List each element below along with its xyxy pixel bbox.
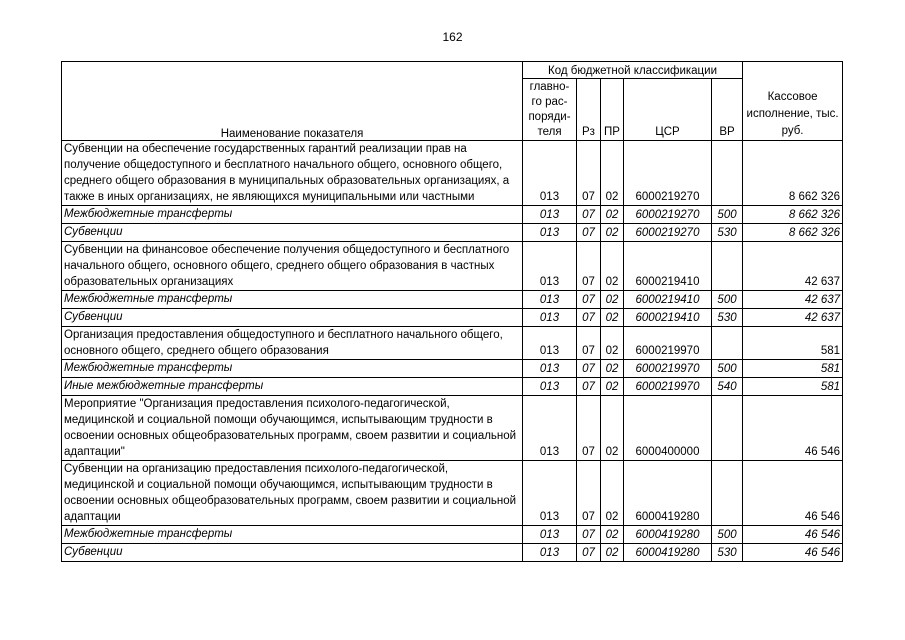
row-glavn-cell: 013 xyxy=(523,544,577,562)
vr-column-header: ВР xyxy=(712,79,743,141)
row-glavn-cell: 013 xyxy=(523,396,577,461)
row-csr-cell: 6000400000 xyxy=(624,396,712,461)
row-pr-cell: 02 xyxy=(601,378,624,396)
row-rz-cell: 07 xyxy=(577,461,601,526)
row-pr-cell: 02 xyxy=(601,526,624,544)
row-rz-cell: 07 xyxy=(577,291,601,309)
row-glavn-cell: 013 xyxy=(523,206,577,224)
row-glavn-cell: 013 xyxy=(523,242,577,291)
row-pr-cell: 02 xyxy=(601,360,624,378)
table-row xyxy=(62,224,843,242)
table-row xyxy=(62,461,843,526)
row-value-cell: 46 546 xyxy=(743,396,843,461)
row-vr-cell: 500 xyxy=(712,360,743,378)
row-value-cell: 46 546 xyxy=(743,461,843,526)
row-pr-cell: 02 xyxy=(601,461,624,526)
row-pr-cell: 02 xyxy=(601,242,624,291)
row-rz-cell: 07 xyxy=(577,141,601,206)
row-name-cell: Субвенции на финансовое обеспечение получения общедоступного и бесплатного начального общего, основного общего, среднего общего образования в частных образовательных организациях xyxy=(62,242,523,291)
row-vr-cell xyxy=(712,141,743,206)
row-vr-cell: 500 xyxy=(712,206,743,224)
csr-column-header: ЦСР xyxy=(624,79,712,141)
row-name-cell: Субвенции на организацию предоставления психолого-педагогической, медицинской и социальной помощи обучающимся, испытывающим трудности в освоении основных общеобразовательных программ, своем развитии и социальной адаптации xyxy=(62,461,523,526)
row-vr-cell: 530 xyxy=(712,309,743,327)
pr-column-header: ПР xyxy=(601,79,624,141)
row-name-cell: Межбюджетные трансферты xyxy=(62,526,523,544)
table-row xyxy=(62,141,843,206)
row-name-cell: Субвенции xyxy=(62,544,523,562)
row-glavn-cell: 013 xyxy=(523,141,577,206)
table-row xyxy=(62,309,843,327)
row-name-cell: Организация предоставления общедоступного и бесплатного начального общего, основного общего, среднего общего образования xyxy=(62,327,523,360)
row-value-cell: 8 662 326 xyxy=(743,141,843,206)
rz-column-header: Рз xyxy=(577,79,601,141)
row-vr-cell xyxy=(712,242,743,291)
row-glavn-cell: 013 xyxy=(523,461,577,526)
row-pr-cell: 02 xyxy=(601,141,624,206)
row-rz-cell: 07 xyxy=(577,360,601,378)
row-pr-cell: 02 xyxy=(601,544,624,562)
row-rz-cell: 07 xyxy=(577,396,601,461)
row-name-cell: Субвенции xyxy=(62,224,523,242)
row-glavn-cell: 013 xyxy=(523,360,577,378)
row-pr-cell: 02 xyxy=(601,309,624,327)
row-csr-cell: 6000419280 xyxy=(624,544,712,562)
table-row xyxy=(62,526,843,544)
row-vr-cell: 530 xyxy=(712,224,743,242)
row-csr-cell: 6000219410 xyxy=(624,309,712,327)
table-row xyxy=(62,396,843,461)
row-value-cell: 8 662 326 xyxy=(743,206,843,224)
row-pr-cell: 02 xyxy=(601,396,624,461)
row-rz-cell: 07 xyxy=(577,206,601,224)
row-vr-cell: 540 xyxy=(712,378,743,396)
row-pr-cell: 02 xyxy=(601,327,624,360)
row-rz-cell: 07 xyxy=(577,544,601,562)
name-column-header: Наименование показателя xyxy=(62,62,523,141)
row-value-cell: 46 546 xyxy=(743,526,843,544)
row-name-cell: Межбюджетные трансферты xyxy=(62,206,523,224)
header-row-top xyxy=(62,62,843,79)
row-rz-cell: 07 xyxy=(577,309,601,327)
row-vr-cell xyxy=(712,327,743,360)
budget-table xyxy=(61,61,843,562)
table-row xyxy=(62,327,843,360)
row-value-cell: 42 637 xyxy=(743,242,843,291)
row-rz-cell: 07 xyxy=(577,526,601,544)
row-name-cell: Иные межбюджетные трансферты xyxy=(62,378,523,396)
row-value-cell: 46 546 xyxy=(743,544,843,562)
row-value-cell: 42 637 xyxy=(743,291,843,309)
row-glavn-cell: 013 xyxy=(523,378,577,396)
table-row xyxy=(62,360,843,378)
row-pr-cell: 02 xyxy=(601,291,624,309)
kassa-column-header: Кассовое исполнение, тыс. руб. xyxy=(743,62,843,141)
row-csr-cell: 6000419280 xyxy=(624,461,712,526)
table-row xyxy=(62,206,843,224)
row-pr-cell: 02 xyxy=(601,206,624,224)
row-pr-cell: 02 xyxy=(601,224,624,242)
table-body xyxy=(62,141,843,562)
row-glavn-cell: 013 xyxy=(523,224,577,242)
table-row xyxy=(62,544,843,562)
row-csr-cell: 6000219270 xyxy=(624,206,712,224)
row-name-cell: Субвенции xyxy=(62,309,523,327)
row-rz-cell: 07 xyxy=(577,327,601,360)
glavn-column-header: главно-го рас-поряди-теля xyxy=(523,79,577,141)
row-rz-cell: 07 xyxy=(577,224,601,242)
row-name-cell: Межбюджетные трансферты xyxy=(62,360,523,378)
table-row xyxy=(62,378,843,396)
row-rz-cell: 07 xyxy=(577,378,601,396)
table-row xyxy=(62,242,843,291)
row-value-cell: 581 xyxy=(743,378,843,396)
row-value-cell: 42 637 xyxy=(743,309,843,327)
kbk-column-header: Код бюджетной классификации xyxy=(523,62,743,79)
row-vr-cell xyxy=(712,396,743,461)
row-glavn-cell: 013 xyxy=(523,309,577,327)
row-vr-cell: 500 xyxy=(712,291,743,309)
row-glavn-cell: 013 xyxy=(523,327,577,360)
row-csr-cell: 6000219970 xyxy=(624,378,712,396)
row-csr-cell: 6000419280 xyxy=(624,526,712,544)
row-name-cell: Субвенции на обеспечение государственных гарантий реализации прав на получение общедоступного и бесплатного начального общего, основного общего, среднего общего образования в муниципальных образовательных организациях, а также в иных организациях, не являющихся муниципальными или частными xyxy=(62,141,523,206)
row-csr-cell: 6000219270 xyxy=(624,141,712,206)
row-name-cell: Межбюджетные трансферты xyxy=(62,291,523,309)
row-vr-cell: 530 xyxy=(712,544,743,562)
row-csr-cell: 6000219270 xyxy=(624,224,712,242)
row-rz-cell: 07 xyxy=(577,242,601,291)
row-value-cell: 581 xyxy=(743,360,843,378)
row-name-cell: Мероприятие "Организация предоставления психолого-педагогической, медицинской и социальной помощи обучающимся, испытывающим трудности в освоении основных общеобразовательных программ, своем развитии и социальной адаптации" xyxy=(62,396,523,461)
table-row xyxy=(62,291,843,309)
row-vr-cell: 500 xyxy=(712,526,743,544)
row-value-cell: 581 xyxy=(743,327,843,360)
page-number: 162 xyxy=(442,30,463,44)
row-glavn-cell: 013 xyxy=(523,526,577,544)
row-value-cell: 8 662 326 xyxy=(743,224,843,242)
row-csr-cell: 6000219970 xyxy=(624,327,712,360)
row-glavn-cell: 013 xyxy=(523,291,577,309)
row-csr-cell: 6000219970 xyxy=(624,360,712,378)
row-csr-cell: 6000219410 xyxy=(624,242,712,291)
row-vr-cell xyxy=(712,461,743,526)
row-csr-cell: 6000219410 xyxy=(624,291,712,309)
